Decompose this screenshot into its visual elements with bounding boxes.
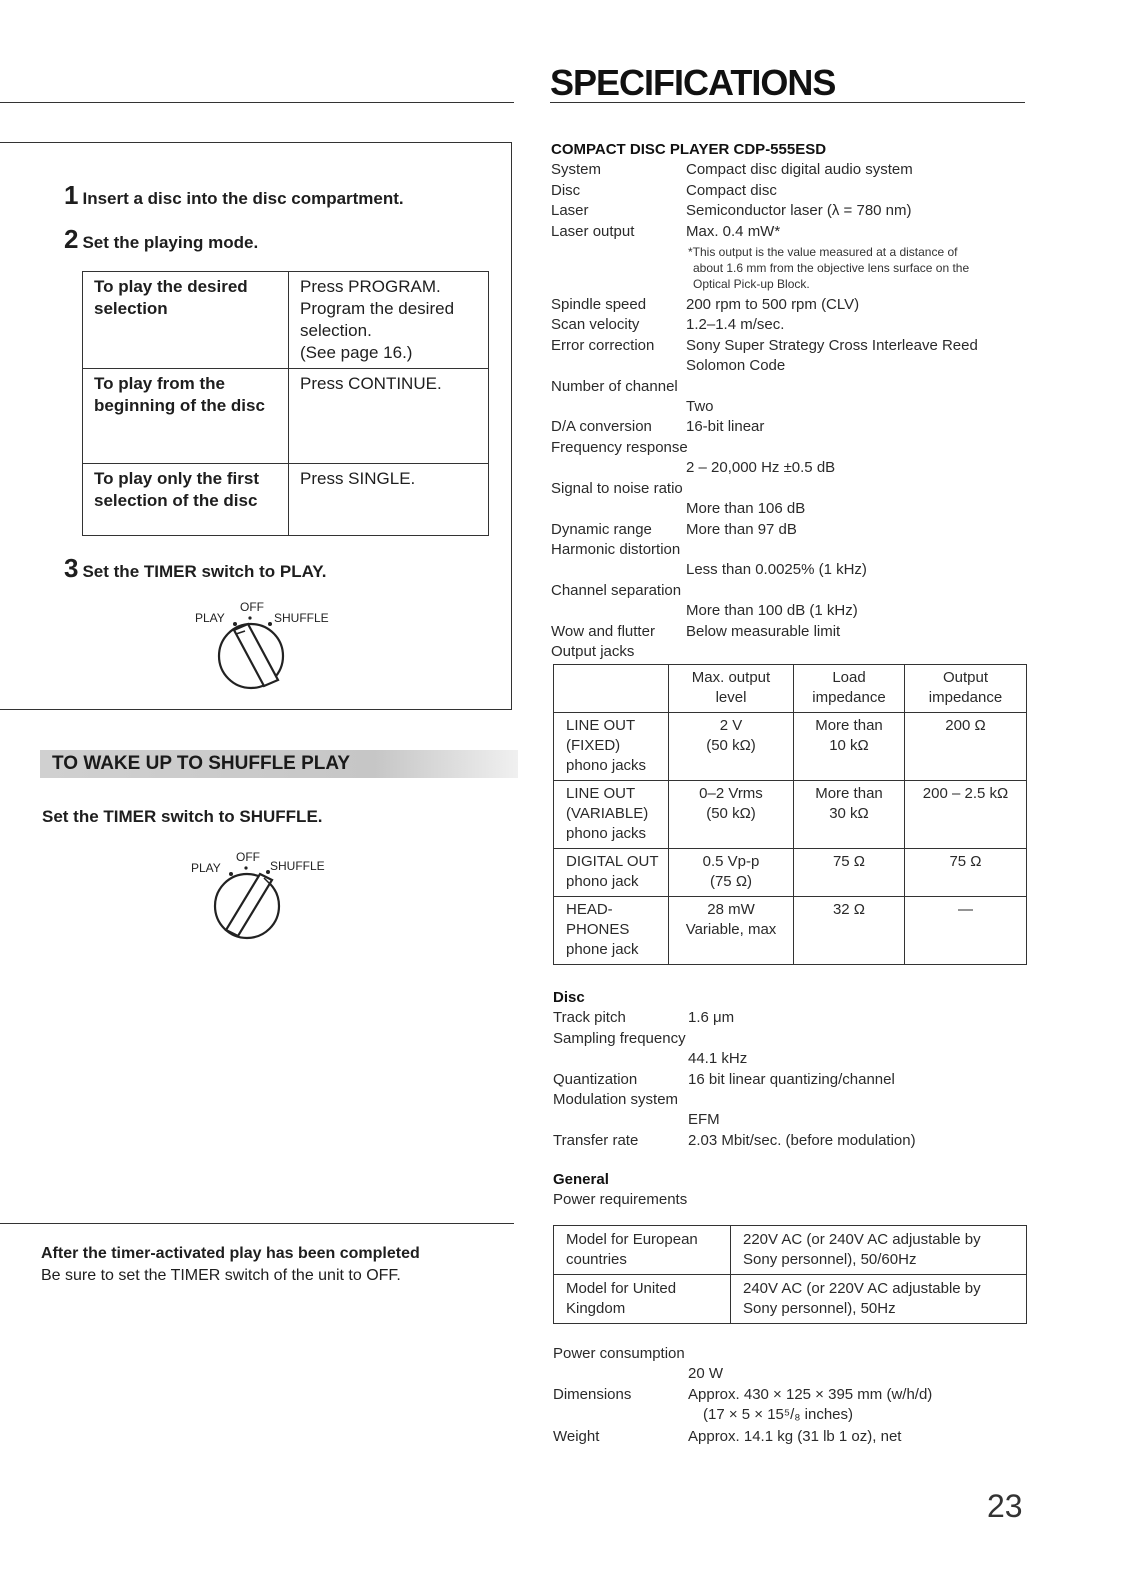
after-rule [0,1223,514,1224]
section-title: General [553,1171,609,1188]
spec-row: Laser Semiconductor laser (λ = 780 nm) [551,202,912,220]
table-cell: 200 Ω [905,713,1027,781]
spec-value: 44.1 kHz [688,1050,748,1068]
table-header-row [554,665,1027,713]
spec-key: Frequency response [551,438,688,456]
spec-row: Transfer rate 2.03 Mbit/sec. (before modulation) [553,1131,916,1149]
spec-value: More than 100 dB (1 kHz) [686,602,858,620]
spec-value: 2 – 20,000 Hz ±0.5 dB [686,459,836,477]
shuffle-heading-bar [40,750,518,778]
spec-key: Harmonic distortion [551,540,681,558]
step-3: 3 Set the TIMER switch to PLAY. [64,553,327,583]
table-cell: Model for United Kingdom [554,1275,731,1324]
spec-key: Number of channel [551,377,678,395]
knob-dial-icon [190,598,350,693]
spec-row: Disc Compact disc [551,181,777,199]
table-cell: More than 30 kΩ [794,781,905,849]
play-mode-table [82,271,489,536]
spec-row: Quantization 16 bit linear quantizing/channel [553,1070,895,1088]
spec-key: Modulation system [553,1091,679,1109]
timer-switch-play [190,598,350,693]
table-cell: 75 Ω [905,849,1027,897]
spec-row: Laser output Max. 0.4 mW* [551,222,781,240]
spec-key: Output jacks [551,642,635,660]
shuffle-instruction: Set the TIMER switch to SHUFFLE. [42,807,323,826]
knob-label-play: PLAY [195,611,225,625]
table-row [83,464,489,536]
mode-action: Press SINGLE. [289,464,489,536]
spec-key: Channel separation [551,581,682,599]
spec-value: 20 W [688,1365,724,1383]
table-cell: DIGITAL OUT phono jack [554,849,669,897]
after-heading: After the timer-activated play has been completed [41,1245,420,1262]
spec-key: Power consumption [553,1345,685,1362]
table-cell: 200 – 2.5 kΩ [905,781,1027,849]
mode-label: To play the desired selection [83,272,289,369]
step-number: 1 [64,180,79,210]
mode-action: Press CONTINUE. [289,369,489,464]
table-cell: 0.5 Vp-p (75 Ω) [669,849,794,897]
table-row [554,781,1027,849]
spec-disc-block [553,988,1023,1151]
output-jacks-table [553,664,1027,965]
step-2: 2 Set the playing mode. [64,224,259,254]
table-cell: More than 10 kΩ [794,713,905,781]
page-number: 23 [987,1488,1023,1524]
table-row [554,1275,1027,1324]
table-row [554,897,1027,965]
table-cell: HEAD- PHONES phone jack [554,897,669,965]
spec-value: (17 × 5 × 15⁵/₈ inches) [703,1406,854,1424]
spec-general-block [553,1170,1023,1211]
spec-row: Scan velocity 1.2–1.4 m/sec. [551,316,785,334]
knob-label-off: OFF [236,850,260,864]
table-row [554,713,1027,781]
spec-power-block [553,1344,1023,1447]
spec-value: Two [686,398,714,416]
top-left-rule [0,102,514,103]
table-cell: — [905,897,1027,965]
spec-row: Wow and flutter Below measurable limit [551,622,841,640]
spec-row: D/A conversion 16-bit linear [551,418,765,436]
mode-label: To play from the beginning of the disc [83,369,289,464]
spec-value: EFM [688,1111,720,1129]
table-cell: LINE OUT (FIXED) phono jacks [554,713,669,781]
after-text: Be sure to set the TIMER switch of the unit to OFF. [41,1267,401,1284]
spec-row: Dynamic range More than 97 dB [551,520,797,538]
table-row [83,369,489,464]
timer-switch-shuffle [186,848,346,943]
knob-label-shuffle: SHUFFLE [270,859,325,873]
mode-action: Press PROGRAM. Program the desired selection. (See page 16.) [289,272,489,369]
step-number: 3 [64,553,79,583]
spec-continuation: Solomon Code [686,357,786,375]
spec-key: Signal to noise ratio [551,479,683,497]
step-1: 1 Insert a disc into the disc compartment. [64,180,404,210]
knob-label-play: PLAY [191,861,221,875]
table-row [83,272,489,369]
table-cell: 2 V (50 kΩ) [669,713,794,781]
spec-row: Spindle speed 200 rpm to 500 rpm (CLV) [551,296,860,314]
table-cell: 75 Ω [794,849,905,897]
knob-dial-icon [186,848,346,943]
header-cell [554,665,669,713]
table-cell: Model for European countries [554,1226,731,1275]
table-row [554,849,1027,897]
shuffle-heading: TO WAKE UP TO SHUFFLE PLAY [52,753,351,774]
spec-row: System Compact disc digital audio system [551,161,913,179]
table-cell: LINE OUT (VARIABLE) phono jacks [554,781,669,849]
table-cell: 28 mW Variable, max [669,897,794,965]
spec-key: Power requirements [553,1191,688,1209]
spec-player-block [551,140,1031,662]
title-rule [550,102,1025,103]
spec-value: More than 106 dB [686,500,806,518]
laser-footnote: *This output is the value measured at a distance of about 1.6 mm from the objective lens surface on the Optical Pick-up Block. [688,245,970,292]
spec-row: Dimensions Approx. 430 × 125 × 395 mm (w/h/d) [553,1385,933,1403]
spec-value: Less than 0.0025% (1 kHz) [686,561,867,579]
spec-key: Sampling frequency [553,1029,686,1047]
table-cell: 32 Ω [794,897,905,965]
section-title: Disc [553,989,585,1006]
header-cell: Max. output level [669,665,794,713]
page-title: SPECIFICATIONS [550,62,836,103]
table-cell: 220V AC (or 240V AC adjustable by Sony personnel), 50/60Hz [731,1226,1027,1275]
table-cell: 0–2 Vrms (50 kΩ) [669,781,794,849]
table-row [554,1226,1027,1275]
spec-row: Weight Approx. 14.1 kg (31 lb 1 oz), net [553,1427,902,1445]
step-number: 2 [64,224,79,254]
mode-label: To play only the first selection of the disc [83,464,289,536]
spec-row: Track pitch 1.6 μm [553,1009,735,1027]
knob-label-off: OFF [240,600,264,614]
header-cell: Output impedance [905,665,1027,713]
table-cell: 240V AC (or 220V AC adjustable by Sony personnel), 50Hz [731,1275,1027,1324]
power-requirements-table [553,1225,1027,1324]
spec-row: Error correction Sony Super Strategy Cross Interleave Reed [551,336,978,354]
knob-label-shuffle: SHUFFLE [274,611,329,625]
section-title: COMPACT DISC PLAYER CDP-555ESD [551,141,827,158]
header-cell: Load impedance [794,665,905,713]
